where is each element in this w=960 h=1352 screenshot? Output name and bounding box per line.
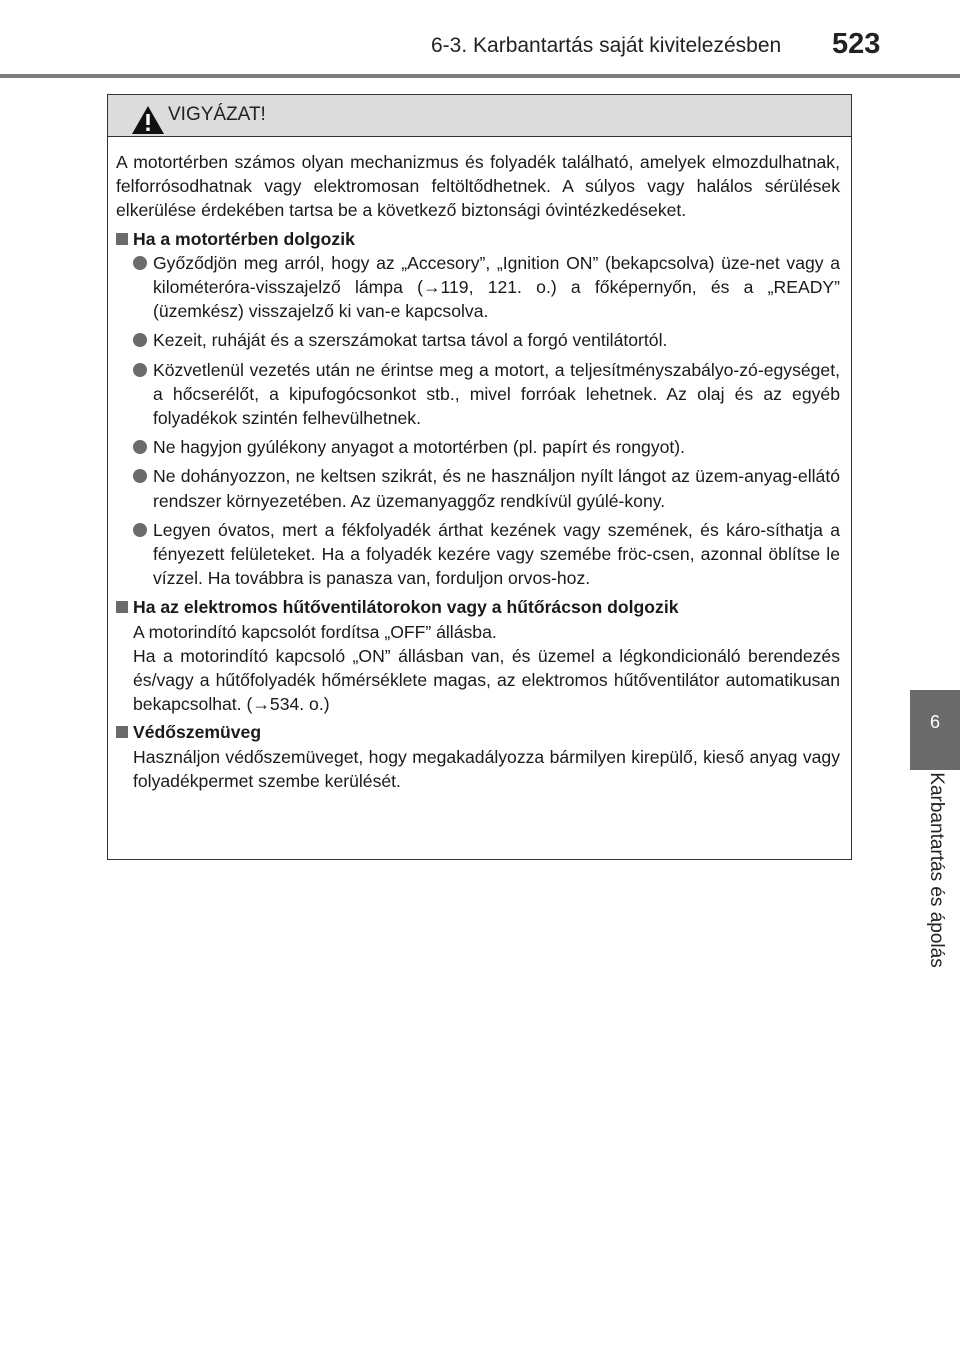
chapter-tab xyxy=(910,690,960,770)
warning-header xyxy=(108,95,851,137)
section-cooling-fans xyxy=(116,595,840,716)
warning-content xyxy=(116,150,840,793)
warning-intro: A motortérben számos olyan mechanizmus és folyadék található, amelyek elmozdulhatnak, felforrósodhatnak vagy elektromosan feltöltődhetnek. A súlyos vagy halálos sérülések elkerülése érdekében tartsa be a következő biztonsági óvintézkedéseket. xyxy=(116,152,840,221)
list-item: Győződjön meg arról, hogy az „Accesory”, „Ignition ON” (bekapcsolva) üze-net vagy a kilométeróra-visszajelző lámpa (→119, 121. o.) a főképernyőn, és a „READY” (üzemkész) visszajelző ki van-e kapcsolva. xyxy=(116,251,840,324)
header-rule xyxy=(0,74,960,78)
section-line: Használjon védőszemüveget, hogy megakadályozza bármilyen kirepülő, kieső anyag vagy folyadékpermet szembe kerülését. xyxy=(133,746,840,791)
warning-title: VIGYÁZAT! xyxy=(168,104,266,125)
section-line: Ha a motorindító kapcsoló „ON” állásban van, és üzemel a légkondicionáló berendezés és/vagy a hűtőfolyadék hőmérséklete magas, az elektromos hűtőventilátor automatikusan bekapcsolhat. (→534. o.) xyxy=(133,645,840,715)
chapter-label: Karbantartás és ápolás xyxy=(926,772,947,968)
list-item: Legyen óvatos, mert a fékfolyadék árthat kezének vagy szemének, és káro-síthatja a fényezett felületeket. Ha a folyadék kezére vagy szemébe fröc-csen, azonnal öblítse le vízzel. Ha továbbra is panasza van, forduljon orvos-hoz. xyxy=(116,518,840,591)
list-item: Közvetlenül vezetés után ne érintse meg a motort, a teljesítményszabályo-zó-egységet, a hőcserélőt, a kipufogócsonkot stb., mivel forróak lehetnek. Az olaj és az egyéb folyadékok szintén felhevülhetnek. xyxy=(116,358,840,431)
section-engine-compartment xyxy=(116,227,840,591)
round-bullet-icon xyxy=(133,523,147,537)
list-item: Ne dohányozzon, ne keltsen szikrát, és ne használjon nyílt lángot az üzem-anyag-ellátó rendszer környezetében. Az üzemanyaggőz rendkívül gyúlé-kony. xyxy=(116,464,840,512)
square-bullet-icon xyxy=(116,726,128,738)
round-bullet-icon xyxy=(133,363,147,377)
round-bullet-icon xyxy=(133,333,147,347)
list-item: Kezeit, ruháját és a szerszámokat tartsa távol a forgó ventilátortól. xyxy=(116,328,840,352)
round-bullet-icon xyxy=(133,256,147,270)
section-title: 6-3. Karbantartás saját kivitelezésben xyxy=(431,34,782,57)
chapter-number: 6 xyxy=(929,712,940,732)
warning-triangle-icon xyxy=(130,104,166,136)
section-line: A motorindító kapcsolót fordítsa „OFF” állásba. xyxy=(133,621,497,642)
bullet-list xyxy=(116,251,840,591)
square-bullet-icon xyxy=(116,233,128,245)
page-header xyxy=(0,0,960,80)
square-bullet-icon xyxy=(116,601,128,613)
page-number: 523 xyxy=(832,28,881,60)
section-heading: Ha az elektromos hűtőventilátorokon vagy a hűtőrácson dolgozik xyxy=(133,597,679,618)
round-bullet-icon xyxy=(133,469,147,483)
round-bullet-icon xyxy=(133,440,147,454)
section-goggles xyxy=(116,720,840,793)
section-heading: Védőszemüveg xyxy=(133,722,262,743)
list-item: Ne hagyjon gyúlékony anyagot a motortérben (pl. papírt és rongyot). xyxy=(116,435,840,459)
section-heading: Ha a motortérben dolgozik xyxy=(133,228,355,249)
